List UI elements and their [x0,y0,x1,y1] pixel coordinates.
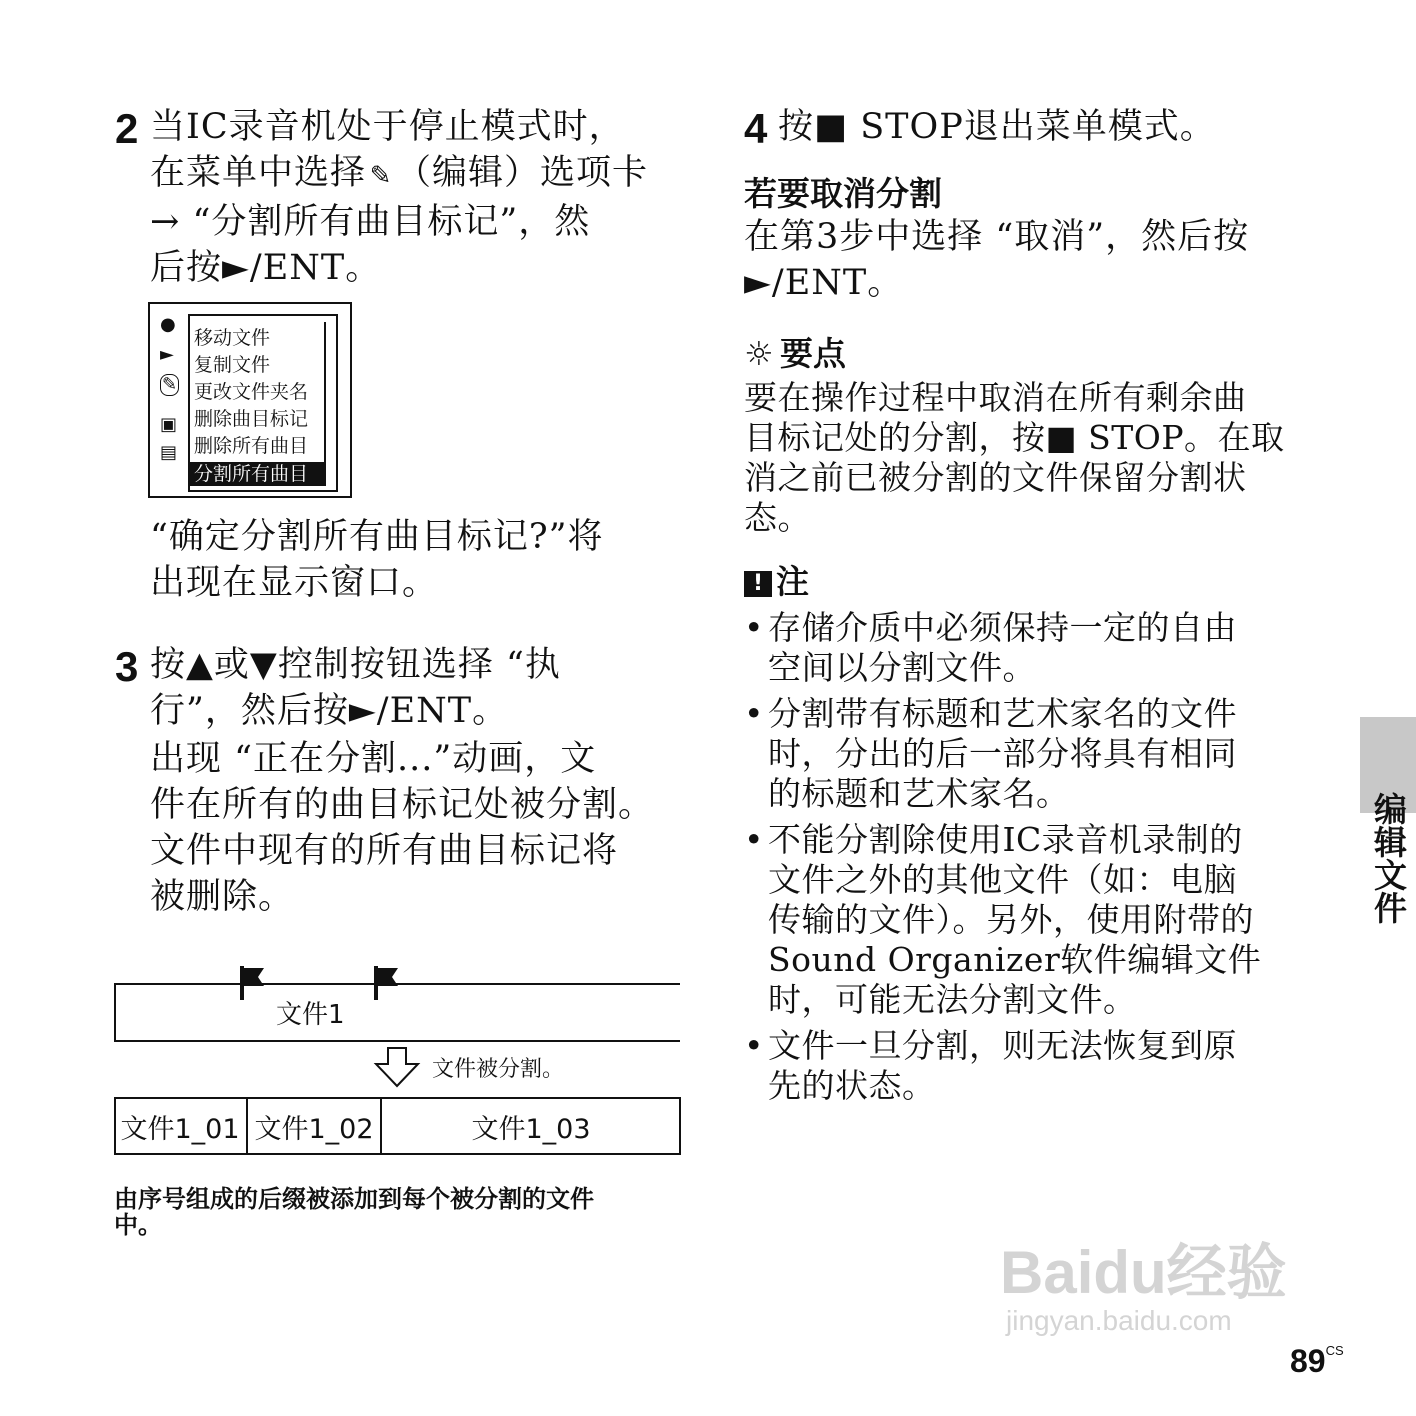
menu-item-copy[interactable]: 复制文件 [194,354,271,376]
hint-text [744,378,1285,538]
step-3-line-1: 按▲或▼控制按钮选择 “执 [150,645,561,685]
menu-item-divide-all[interactable]: 分割所有曲目 [190,462,324,486]
divided-label: 文件被分割。 [432,1057,565,1082]
menu-item-delete-mark[interactable]: 删除曲目标记 [194,408,309,430]
watermark-url: jingyan.baidu.com [1006,1305,1232,1336]
play-icon: ► [160,344,174,365]
note-warning-icon: ! [744,571,772,597]
file-diagram [114,960,682,1160]
display-icon: ▣ [160,414,178,435]
step-4-text: 按■ STOP退出菜单模式。 [778,107,1216,147]
step-2-line-3: → “分割所有曲目标记”，然 [150,202,591,242]
cancel-heading: 若要取消分割 [744,174,942,213]
step-2-line-1: 当IC录音机处于停止模式时， [150,107,625,147]
step-2-text [150,104,648,291]
side-tab-label: 编辑文件 [1369,792,1408,924]
step-2-line-4: 后按►/ENT。 [150,248,382,288]
bullet-icon: • [744,608,764,647]
note-item: • 分割带有标题和艺术家名的文件 时，分出的后一部分将具有相同 的标题和艺术家名。 [744,694,1237,813]
divided-file-3: 文件1_03 [471,1113,591,1145]
divided-files-row [114,1098,682,1154]
menu-item-move[interactable]: 移动文件 [194,327,271,349]
down-arrow-icon [376,1048,418,1086]
step-3-text [150,642,654,920]
watermark-logo: Baidu经验 [1000,1239,1287,1306]
hint-line-1: 要在操作过程中取消在所有剩余曲 [744,378,1247,417]
toolbox-icon: ▤ [160,442,178,463]
bullet-icon: • [744,694,764,733]
note-item: • 存储介质中必须保持一定的自由 空间以分割文件。 [744,608,1237,687]
step-2-number: 2 [115,105,139,152]
scrollbar[interactable] [324,322,332,486]
divided-file-2: 文件1_02 [248,1098,382,1154]
edit-icon: ✎ [162,374,178,395]
hint-line-3: 消之前已被分割的文件保留分割状 [744,458,1247,497]
cancel-line-2: ►/ENT。 [744,263,904,303]
menu-item-delete-all[interactable]: 删除所有曲目 [194,435,309,457]
step-2-result-line-1: “确定分割所有曲目标记?”将 [150,517,604,557]
cancel-line-1: 在第3步中选择 “取消”，然后按 [744,217,1250,257]
menu-list [188,314,338,492]
track-mark-flag-icon [374,966,398,1000]
notes-heading-row [744,562,809,602]
watermark [1000,1205,1287,1337]
note-item: • 文件一旦分割，则无法恢复到原 先的状态。 [744,1026,1237,1105]
menu-screen [148,302,352,498]
step-4-number: 4 [744,105,768,152]
edit-pencil-icon: ✎ [369,161,393,191]
divided-file-1: 文件1_01 [114,1098,248,1154]
page-suffix: CS [1325,1343,1344,1358]
diagram-caption-line-1: 由序号组成的后缀被添加到每个被分割的文件 [114,1185,594,1213]
bullet-icon: • [744,820,764,859]
step-3-line-4: 件在所有的曲目标记处被分割。 [150,785,655,825]
step-3-line-6: 被删除。 [150,877,295,917]
cancel-text [744,214,1249,306]
notes-heading: 注 [776,562,809,601]
hint-line-2: 目标记处的分割，按■ STOP。在取 [744,418,1285,457]
menu-item-rename-folder[interactable]: 更改文件夹名 [194,381,309,403]
step-3-line-3: 出现 “正在分割...”动画，文 [150,739,597,779]
microphone-icon: ● [160,314,176,335]
lightbulb-icon: ☼ [744,334,774,373]
hint-line-4: 态。 [744,498,811,537]
original-file-label: 文件1 [276,1000,345,1030]
step-2-line-2: 在菜单中选择 ✎ （编辑）选项卡 [150,150,648,199]
page-number: $89^{CS}$ [1290,1343,1344,1379]
step-3-number: 3 [115,643,139,690]
hint-heading: 要点 [780,334,846,373]
note-item: • 不能分割除使用IC录音机录制的 文件之外的其他文件（如：电脑 传输的文件）。另外，使用附带的 Sound Organizer软件编辑文件 时，可能无法分割文件。 [744,820,1262,1019]
track-mark-flag-icon [240,966,264,1000]
bullet-icon: • [744,1026,764,1065]
diagram-caption [114,1186,694,1238]
hint-heading-row [744,334,846,374]
step-3-line-5: 文件中现有的所有曲目标记将 [150,831,619,871]
step-2-result-line-2: 出现在显示窗口。 [150,563,439,603]
diagram-caption-line-2: 中。 [114,1211,162,1239]
step-2-result [150,514,604,606]
notes-list [744,608,1344,1112]
step-3-line-2: 行”，然后按►/ENT。 [150,691,509,731]
